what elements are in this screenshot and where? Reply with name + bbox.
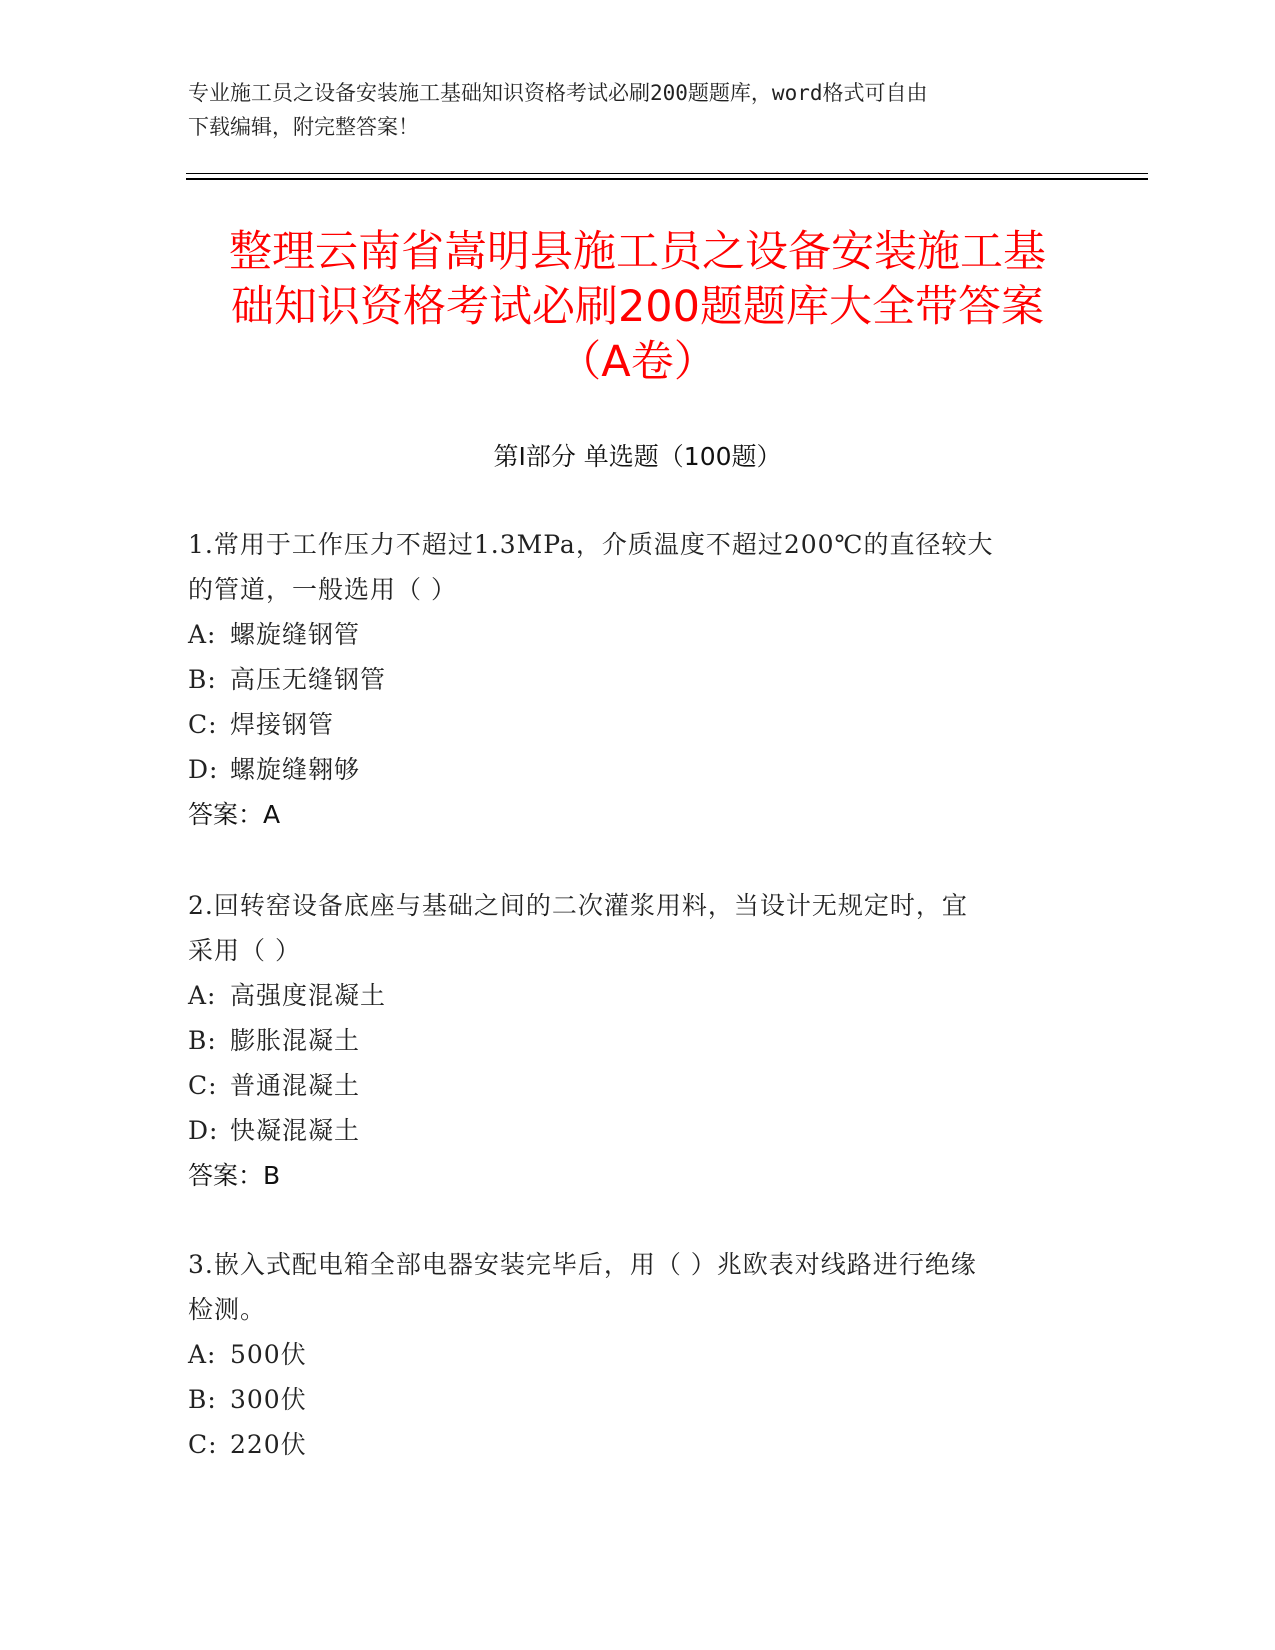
option-letter: A: xyxy=(188,620,217,649)
question-text-line-2: 检测。 xyxy=(188,1295,267,1324)
option-c xyxy=(188,702,1068,747)
option-text: 螺旋缝钢管 xyxy=(230,620,361,649)
option-letter: C: xyxy=(188,710,218,739)
option-letter: C: xyxy=(188,1071,218,1100)
option-text: 300伏 xyxy=(230,1385,307,1414)
option-text: 普通混凝土 xyxy=(230,1071,361,1100)
document-title-line-1: 整理云南省嵩明县施工员之设备安装施工基 xyxy=(229,227,1046,277)
option-text: 膨胀混凝土 xyxy=(230,1026,361,1055)
option-d xyxy=(188,1108,1068,1153)
header-divider-thin xyxy=(186,173,1148,174)
option-letter: B: xyxy=(188,1385,217,1414)
option-b xyxy=(188,657,1068,702)
option-c xyxy=(188,1063,1068,1108)
header-note-line-2: 下载编辑，附完整答案！ xyxy=(188,115,419,139)
header-divider-thick xyxy=(186,178,1148,180)
question-text xyxy=(188,883,1068,973)
question-text-line-1: 3.嵌入式配电箱全部电器安装完毕后，用（ ）兆欧表对线路进行绝缘 xyxy=(188,1250,977,1279)
option-b xyxy=(188,1377,1068,1422)
option-letter: D: xyxy=(188,755,219,784)
document-title xyxy=(186,225,1089,390)
option-a xyxy=(188,973,1068,1018)
question-text-line-2: 的管道，一般选用（ ） xyxy=(188,575,457,604)
option-text: 500伏 xyxy=(230,1340,307,1369)
option-text: 焊接钢管 xyxy=(230,710,335,739)
header-note xyxy=(188,76,1088,144)
document-title-line-3: （A卷） xyxy=(558,337,717,387)
option-a xyxy=(188,1332,1068,1377)
option-letter: C: xyxy=(188,1430,218,1459)
option-c xyxy=(188,1422,1068,1467)
option-text: 220伏 xyxy=(230,1430,307,1459)
question-text-line-2: 采用（ ） xyxy=(188,936,301,965)
question-text xyxy=(188,1242,1068,1332)
answer: 答案：B xyxy=(188,1161,281,1190)
option-b xyxy=(188,1018,1068,1063)
option-d xyxy=(188,747,1068,792)
question-text-line-1: 2.回转窑设备底座与基础之间的二次灌浆用料，当设计无规定时，宜 xyxy=(188,891,968,920)
question-2 xyxy=(188,883,1068,1198)
option-text: 螺旋缝翱够 xyxy=(230,755,361,784)
document-title-line-2: 础知识资格考试必刷200题题库大全带答案 xyxy=(230,282,1045,332)
option-a xyxy=(188,612,1068,657)
question-text xyxy=(188,522,1068,612)
section-heading: 第I部分 单选题（100题） xyxy=(493,442,782,471)
option-text: 高压无缝钢管 xyxy=(230,665,387,694)
question-3 xyxy=(188,1242,1068,1467)
option-letter: B: xyxy=(188,665,217,694)
question-1 xyxy=(188,522,1068,837)
option-text: 高强度混凝土 xyxy=(230,981,387,1010)
header-note-line-1: 专业施工员之设备安装施工基础知识资格考试必刷200题题库，word格式可自由 xyxy=(188,81,928,105)
answer: 答案：A xyxy=(188,800,281,829)
question-text-line-1: 1.常用于工作压力不超过1.3MPa，介质温度不超过200℃的直径较大 xyxy=(188,530,994,559)
option-letter: D: xyxy=(188,1116,219,1145)
option-letter: B: xyxy=(188,1026,217,1055)
option-letter: A: xyxy=(188,1340,217,1369)
option-letter: A: xyxy=(188,981,217,1010)
option-text: 快凝混凝土 xyxy=(230,1116,361,1145)
